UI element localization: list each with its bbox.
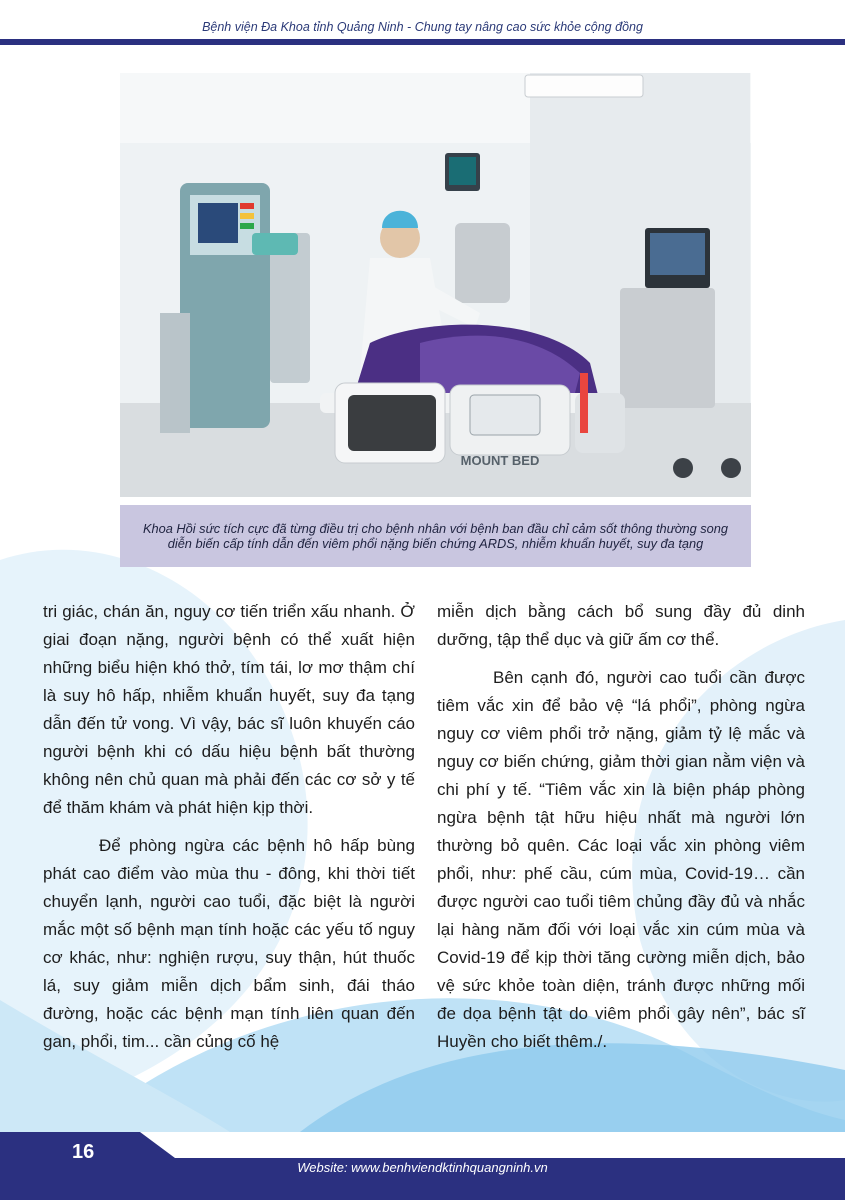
header-bar bbox=[0, 39, 845, 45]
paragraph: miễn dịch bằng cách bổ sung đầy đủ dinh dưỡng, tập thể dục và giữ ấm cơ thể. bbox=[437, 602, 805, 649]
article-column-left bbox=[43, 598, 415, 1066]
photo-caption bbox=[120, 505, 751, 567]
running-header: Bệnh viện Đa Khoa tỉnh Quảng Ninh - Chung tay nâng cao sức khỏe cộng đồng bbox=[202, 20, 643, 34]
caption-text: Khoa Hồi sức tích cực đã từng điều trị cho bệnh nhân với bệnh ban đầu chỉ cảm sốt thông thường song diễn biến cấp tính dẫn đến viêm phổi nặng biến chứng ARDS, nhiễm khuẩn huyết, suy đa tạng bbox=[142, 521, 729, 551]
icu-photo bbox=[120, 73, 751, 497]
bed-label: MOUNT BED bbox=[460, 453, 540, 468]
page-number: 16 bbox=[72, 1141, 95, 1163]
paragraph: Để phòng ngừa các bệnh hô hấp bùng phát cao điểm vào mùa thu - đông, khi thời tiết chuyển lạnh, người cao tuổi, đặc biệt là người mắc một số bệnh mạn tính hoặc các yếu tố nguy cơ khác, như: nghiện rượu, suy thận, hút thuốc lá, suy giảm miễn dịch bẩm sinh, đái tháo đường, hoặc các bệnh mạn tính liên quan đến gan, phổi, tim... cần củng cố hệ bbox=[43, 836, 415, 1051]
website-link[interactable]: Website: www.benhviendktinhquangninh.vn bbox=[297, 1160, 548, 1175]
paragraph: Bên cạnh đó, người cao tuổi cần được tiêm vắc xin để bảo vệ “lá phổi”, phòng ngừa nguy cơ viêm phổi trở nặng, giảm tỷ lệ mắc và nguy cơ biến chứng, giảm thời gian nằm viện và chi phí y tế. “Tiêm vắc xin là biện pháp phòng ngừa bệnh tật hữu hiệu nhất mà người lớn thường bỏ quên. Các loại vắc xin phòng viêm phổi, như: phế cầu, cúm mùa, Covid-19… cần được người cao tuổi tiêm chủng đầy đủ và nhắc lại hàng năm đối với loại vắc xin cúm mùa và Covid-19 để kịp thời tăng cường miễn dịch, bảo vệ sức khỏe toàn diện, tránh được những mối đe dọa bệnh tật do viêm phổi gây nên”, bác sĩ Huyền cho biết thêm./. bbox=[437, 668, 805, 1051]
paragraph: tri giác, chán ăn, nguy cơ tiến triển xấu nhanh. Ở giai đoạn nặng, người bệnh có thể xuất hiện những biểu hiện khó thở, tím tái, lơ mơ thậm chí là suy hô hấp, nhiễm khuẩn huyết, suy đa tạng dẫn đến tử vong. Vì vậy, bác sĩ luôn khuyến cáo người bệnh khi có dấu hiệu bệnh bất thường không nên chủ quan mà phải đến các cơ sở y tế để thăm khám và phát hiện kịp thời. bbox=[43, 602, 415, 817]
article-column-right bbox=[437, 598, 805, 1066]
